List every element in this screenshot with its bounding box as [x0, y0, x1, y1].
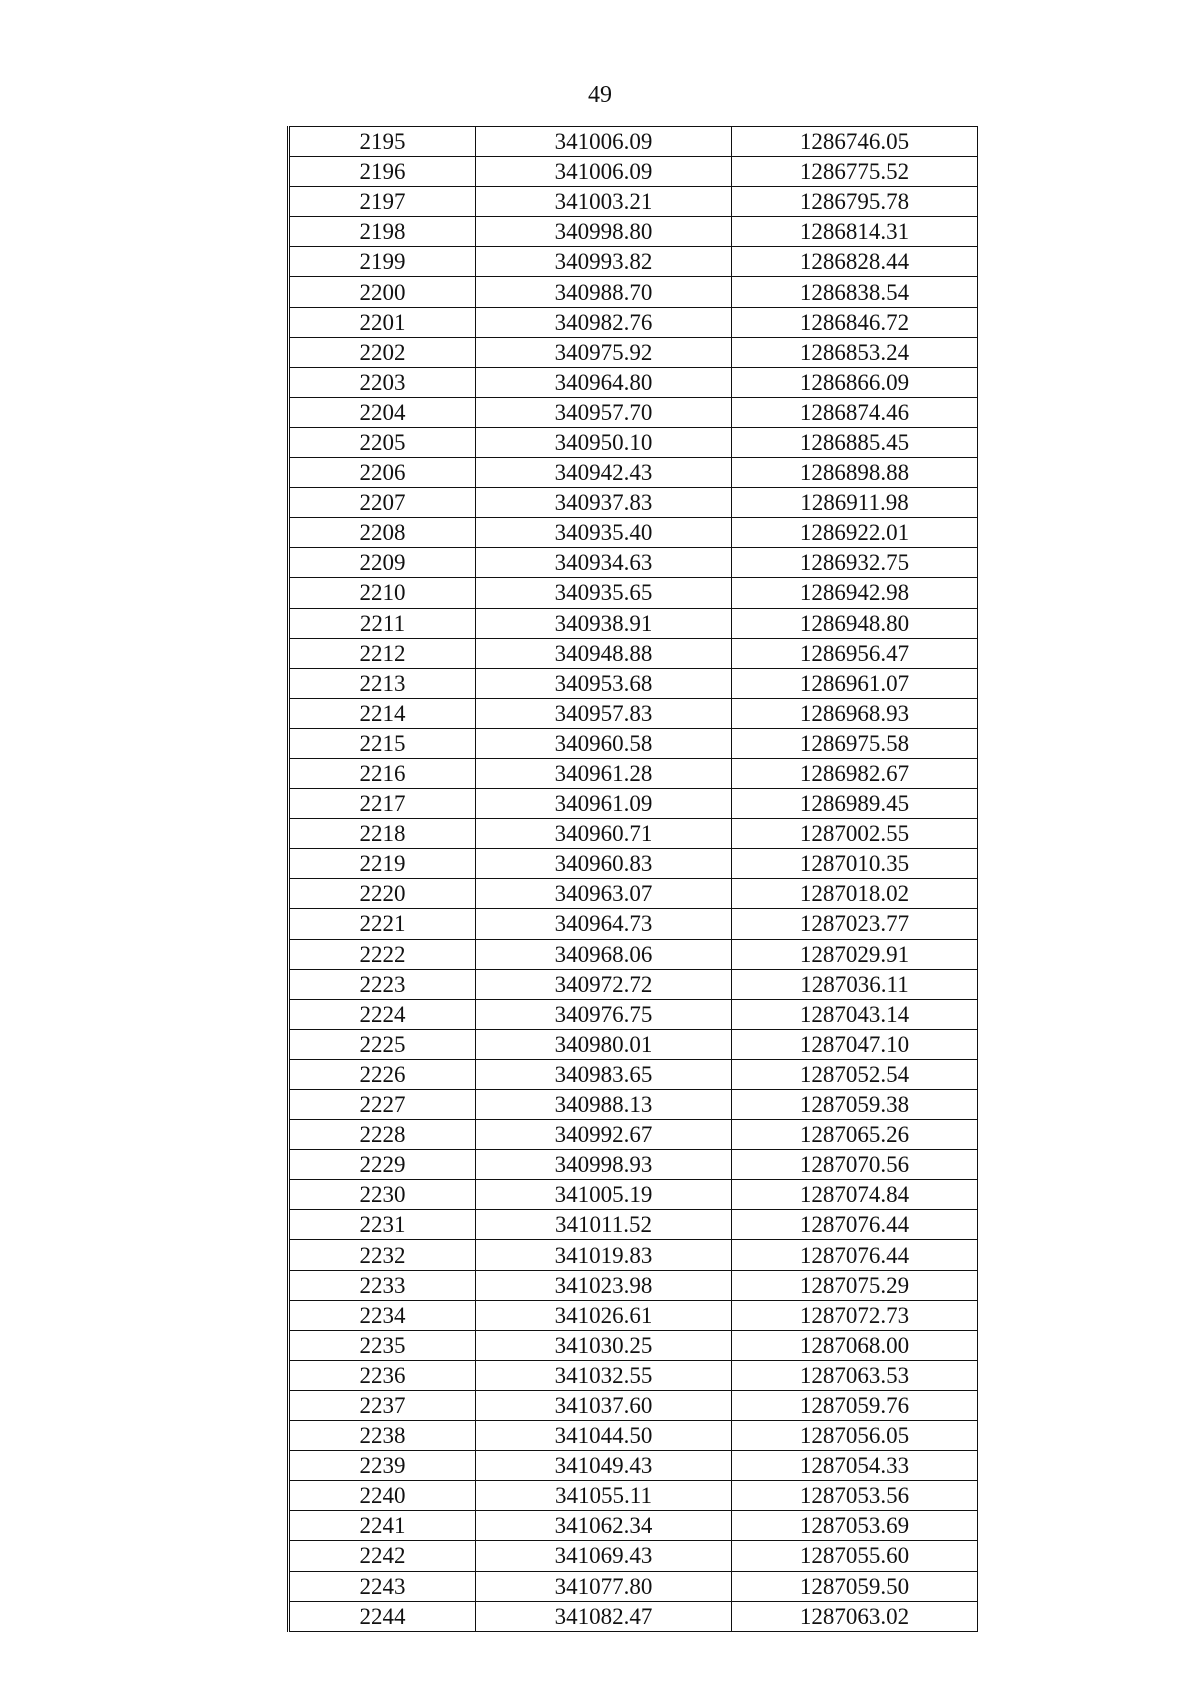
y-coordinate-cell: 1286956.47 [732, 638, 978, 668]
y-coordinate-cell: 1286746.05 [732, 127, 978, 157]
x-coordinate-cell: 340935.40 [476, 518, 732, 548]
x-coordinate-cell: 341037.60 [476, 1390, 732, 1420]
table-row [289, 1330, 978, 1360]
x-coordinate-cell: 340982.76 [476, 307, 732, 337]
x-coordinate-cell: 341030.25 [476, 1330, 732, 1360]
y-coordinate-cell: 1287063.02 [732, 1601, 978, 1631]
x-coordinate-cell: 340963.07 [476, 879, 732, 909]
x-coordinate-cell: 340964.80 [476, 367, 732, 397]
x-coordinate-cell: 341077.80 [476, 1571, 732, 1601]
x-coordinate-cell: 340983.65 [476, 1059, 732, 1089]
y-coordinate-cell: 1286982.67 [732, 758, 978, 788]
x-coordinate-cell: 341044.50 [476, 1421, 732, 1451]
table-row [289, 849, 978, 879]
y-coordinate-cell: 1286975.58 [732, 728, 978, 758]
table-row [289, 1180, 978, 1210]
table-row [289, 488, 978, 518]
table-row [289, 1601, 978, 1631]
point-number-cell: 2208 [289, 518, 476, 548]
x-coordinate-cell: 340935.65 [476, 578, 732, 608]
table-row [289, 367, 978, 397]
table-row [289, 728, 978, 758]
point-number-cell: 2223 [289, 969, 476, 999]
table-row [289, 789, 978, 819]
x-coordinate-cell: 341019.83 [476, 1240, 732, 1270]
point-number-cell: 2232 [289, 1240, 476, 1270]
point-number-cell: 2235 [289, 1330, 476, 1360]
y-coordinate-cell: 1287036.11 [732, 969, 978, 999]
point-number-cell: 2227 [289, 1090, 476, 1120]
x-coordinate-cell: 340976.75 [476, 999, 732, 1029]
point-number-cell: 2205 [289, 427, 476, 457]
y-coordinate-cell: 1286932.75 [732, 548, 978, 578]
y-coordinate-cell: 1286795.78 [732, 187, 978, 217]
table-row [289, 758, 978, 788]
y-coordinate-cell: 1287018.02 [732, 879, 978, 909]
point-number-cell: 2203 [289, 367, 476, 397]
y-coordinate-cell: 1286828.44 [732, 247, 978, 277]
x-coordinate-cell: 340957.70 [476, 397, 732, 427]
table-row [289, 427, 978, 457]
x-coordinate-cell: 340960.71 [476, 819, 732, 849]
y-coordinate-cell: 1287053.56 [732, 1481, 978, 1511]
point-number-cell: 2210 [289, 578, 476, 608]
y-coordinate-cell: 1286866.09 [732, 367, 978, 397]
y-coordinate-cell: 1287043.14 [732, 999, 978, 1029]
x-coordinate-cell: 340937.83 [476, 488, 732, 518]
y-coordinate-cell: 1287068.00 [732, 1330, 978, 1360]
y-coordinate-cell: 1287065.26 [732, 1120, 978, 1150]
point-number-cell: 2218 [289, 819, 476, 849]
y-coordinate-cell: 1286838.54 [732, 277, 978, 307]
point-number-cell: 2226 [289, 1059, 476, 1089]
x-coordinate-cell: 341011.52 [476, 1210, 732, 1240]
y-coordinate-cell: 1286968.93 [732, 698, 978, 728]
table-row [289, 698, 978, 728]
y-coordinate-cell: 1287023.77 [732, 909, 978, 939]
table-row [289, 909, 978, 939]
x-coordinate-cell: 340972.72 [476, 969, 732, 999]
x-coordinate-cell: 340998.80 [476, 217, 732, 247]
x-coordinate-cell: 340957.83 [476, 698, 732, 728]
y-coordinate-cell: 1287070.56 [732, 1150, 978, 1180]
table-row [289, 638, 978, 668]
y-coordinate-cell: 1286853.24 [732, 337, 978, 367]
point-number-cell: 2233 [289, 1270, 476, 1300]
point-number-cell: 2198 [289, 217, 476, 247]
x-coordinate-cell: 341069.43 [476, 1541, 732, 1571]
y-coordinate-cell: 1286989.45 [732, 789, 978, 819]
y-coordinate-cell: 1286898.88 [732, 458, 978, 488]
table-row [289, 1300, 978, 1330]
point-number-cell: 2231 [289, 1210, 476, 1240]
table-row [289, 1390, 978, 1420]
table-row [289, 217, 978, 247]
point-number-cell: 2211 [289, 608, 476, 638]
x-coordinate-cell: 340953.68 [476, 668, 732, 698]
y-coordinate-cell: 1286948.80 [732, 608, 978, 638]
point-number-cell: 2201 [289, 307, 476, 337]
x-coordinate-cell: 341003.21 [476, 187, 732, 217]
table-row [289, 1240, 978, 1270]
table-row [289, 187, 978, 217]
point-number-cell: 2225 [289, 1029, 476, 1059]
x-coordinate-cell: 340964.73 [476, 909, 732, 939]
point-number-cell: 2221 [289, 909, 476, 939]
point-number-cell: 2204 [289, 397, 476, 427]
point-number-cell: 2241 [289, 1511, 476, 1541]
x-coordinate-cell: 340975.92 [476, 337, 732, 367]
table-row [289, 1481, 978, 1511]
point-number-cell: 2229 [289, 1150, 476, 1180]
table-row [289, 127, 978, 157]
x-coordinate-cell: 340942.43 [476, 458, 732, 488]
point-number-cell: 2213 [289, 668, 476, 698]
y-coordinate-cell: 1286846.72 [732, 307, 978, 337]
table-row [289, 1541, 978, 1571]
point-number-cell: 2237 [289, 1390, 476, 1420]
point-number-cell: 2202 [289, 337, 476, 367]
x-coordinate-cell: 340992.67 [476, 1120, 732, 1150]
point-number-cell: 2197 [289, 187, 476, 217]
table-row [289, 458, 978, 488]
y-coordinate-cell: 1286942.98 [732, 578, 978, 608]
x-coordinate-cell: 341055.11 [476, 1481, 732, 1511]
point-number-cell: 2215 [289, 728, 476, 758]
y-coordinate-cell: 1286874.46 [732, 397, 978, 427]
point-number-cell: 2230 [289, 1180, 476, 1210]
table-row [289, 1270, 978, 1300]
point-number-cell: 2224 [289, 999, 476, 1029]
y-coordinate-cell: 1287074.84 [732, 1180, 978, 1210]
y-coordinate-cell: 1286911.98 [732, 488, 978, 518]
coordinates-table [287, 126, 978, 1632]
table-row [289, 1421, 978, 1451]
table-row [289, 397, 978, 427]
point-number-cell: 2214 [289, 698, 476, 728]
table-row [289, 999, 978, 1029]
x-coordinate-cell: 340988.13 [476, 1090, 732, 1120]
x-coordinate-cell: 340961.28 [476, 758, 732, 788]
table-row [289, 578, 978, 608]
x-coordinate-cell: 341026.61 [476, 1300, 732, 1330]
x-coordinate-cell: 340960.58 [476, 728, 732, 758]
y-coordinate-cell: 1286814.31 [732, 217, 978, 247]
table-row [289, 1150, 978, 1180]
point-number-cell: 2209 [289, 548, 476, 578]
x-coordinate-cell: 340938.91 [476, 608, 732, 638]
point-number-cell: 2244 [289, 1601, 476, 1631]
table-row [289, 1029, 978, 1059]
y-coordinate-cell: 1286775.52 [732, 157, 978, 187]
y-coordinate-cell: 1287059.50 [732, 1571, 978, 1601]
y-coordinate-cell: 1287076.44 [732, 1210, 978, 1240]
point-number-cell: 2242 [289, 1541, 476, 1571]
table-row [289, 608, 978, 638]
table-row [289, 1360, 978, 1390]
point-number-cell: 2228 [289, 1120, 476, 1150]
x-coordinate-cell: 340960.83 [476, 849, 732, 879]
table-row [289, 1090, 978, 1120]
point-number-cell: 2220 [289, 879, 476, 909]
table-row [289, 1059, 978, 1089]
y-coordinate-cell: 1287052.54 [732, 1059, 978, 1089]
x-coordinate-cell: 341082.47 [476, 1601, 732, 1631]
table-row [289, 157, 978, 187]
y-coordinate-cell: 1286922.01 [732, 518, 978, 548]
y-coordinate-cell: 1287059.76 [732, 1390, 978, 1420]
point-number-cell: 2238 [289, 1421, 476, 1451]
point-number-cell: 2236 [289, 1360, 476, 1390]
table-row [289, 939, 978, 969]
y-coordinate-cell: 1287047.10 [732, 1029, 978, 1059]
table-row [289, 1210, 978, 1240]
point-number-cell: 2196 [289, 157, 476, 187]
x-coordinate-cell: 341023.98 [476, 1270, 732, 1300]
y-coordinate-cell: 1287063.53 [732, 1360, 978, 1390]
y-coordinate-cell: 1286961.07 [732, 668, 978, 698]
x-coordinate-cell: 341062.34 [476, 1511, 732, 1541]
point-number-cell: 2199 [289, 247, 476, 277]
point-number-cell: 2206 [289, 458, 476, 488]
table-row [289, 1451, 978, 1481]
table-row [289, 1511, 978, 1541]
y-coordinate-cell: 1287075.29 [732, 1270, 978, 1300]
x-coordinate-cell: 341005.19 [476, 1180, 732, 1210]
x-coordinate-cell: 341032.55 [476, 1360, 732, 1390]
table-row [289, 969, 978, 999]
point-number-cell: 2216 [289, 758, 476, 788]
y-coordinate-cell: 1287076.44 [732, 1240, 978, 1270]
x-coordinate-cell: 341006.09 [476, 127, 732, 157]
point-number-cell: 2195 [289, 127, 476, 157]
table-row [289, 819, 978, 849]
table-row [289, 277, 978, 307]
point-number-cell: 2234 [289, 1300, 476, 1330]
y-coordinate-cell: 1287053.69 [732, 1511, 978, 1541]
table-row [289, 1571, 978, 1601]
point-number-cell: 2243 [289, 1571, 476, 1601]
x-coordinate-cell: 341049.43 [476, 1451, 732, 1481]
table-row [289, 247, 978, 277]
table-row [289, 548, 978, 578]
y-coordinate-cell: 1287029.91 [732, 939, 978, 969]
y-coordinate-cell: 1287054.33 [732, 1451, 978, 1481]
y-coordinate-cell: 1287072.73 [732, 1300, 978, 1330]
point-number-cell: 2240 [289, 1481, 476, 1511]
page-number: 49 [588, 82, 612, 108]
x-coordinate-cell: 340968.06 [476, 939, 732, 969]
table-row [289, 668, 978, 698]
point-number-cell: 2239 [289, 1451, 476, 1481]
y-coordinate-cell: 1286885.45 [732, 427, 978, 457]
y-coordinate-cell: 1287056.05 [732, 1421, 978, 1451]
y-coordinate-cell: 1287055.60 [732, 1541, 978, 1571]
point-number-cell: 2200 [289, 277, 476, 307]
x-coordinate-cell: 340948.88 [476, 638, 732, 668]
x-coordinate-cell: 340950.10 [476, 427, 732, 457]
table-row [289, 307, 978, 337]
point-number-cell: 2219 [289, 849, 476, 879]
table-row [289, 1120, 978, 1150]
point-number-cell: 2222 [289, 939, 476, 969]
x-coordinate-cell: 340993.82 [476, 247, 732, 277]
y-coordinate-cell: 1287059.38 [732, 1090, 978, 1120]
point-number-cell: 2212 [289, 638, 476, 668]
table-row [289, 337, 978, 367]
x-coordinate-cell: 340934.63 [476, 548, 732, 578]
point-number-cell: 2217 [289, 789, 476, 819]
y-coordinate-cell: 1287002.55 [732, 819, 978, 849]
x-coordinate-cell: 340980.01 [476, 1029, 732, 1059]
x-coordinate-cell: 340988.70 [476, 277, 732, 307]
x-coordinate-cell: 340998.93 [476, 1150, 732, 1180]
y-coordinate-cell: 1287010.35 [732, 849, 978, 879]
table-row [289, 518, 978, 548]
x-coordinate-cell: 340961.09 [476, 789, 732, 819]
table-row [289, 879, 978, 909]
coordinates-table-body [289, 127, 978, 1632]
point-number-cell: 2207 [289, 488, 476, 518]
x-coordinate-cell: 341006.09 [476, 157, 732, 187]
